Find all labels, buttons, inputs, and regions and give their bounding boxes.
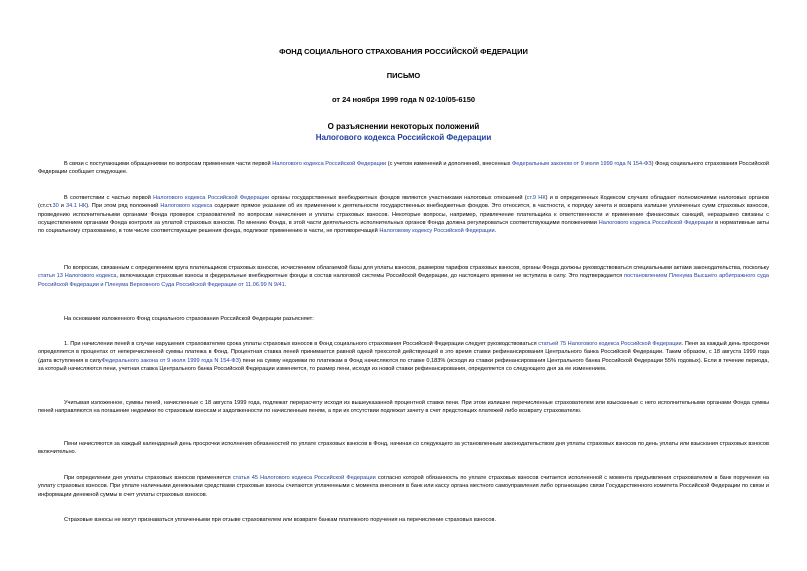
paragraph-text: (с учетом изменений и дополнений, внесенных bbox=[386, 161, 513, 167]
reference-link[interactable]: статья 45 Налогового кодекса Российской Федерации bbox=[232, 475, 376, 481]
paragraph-penalty-days bbox=[38, 440, 769, 457]
paragraph-withdrawal bbox=[38, 516, 769, 524]
paragraph-text: , включающая страховые взносы в федеральные внебюджетные фонды в состав налоговой системы Российской Федерации, до настоящего времени не вступила в силу. Это подтверждается bbox=[116, 273, 625, 280]
paragraph-text: ). При этом ряд положений bbox=[86, 203, 161, 210]
reference-link[interactable]: Налогового кодекса Российской Федерации bbox=[153, 195, 270, 201]
reference-link[interactable]: ст.9 НК bbox=[526, 195, 546, 201]
paragraph-text: в нормативные акты по социальному страхованию, в том числе соответствующие решения фонда, подлежат применению в части, не противоречащей bbox=[38, 219, 770, 235]
document-date-number: от 24 ноября 1999 года N 02-10/05-6150 bbox=[331, 95, 476, 104]
paragraph-text: ) Фонд социального страхования Российской Федерации сообщает следующее. bbox=[38, 161, 770, 176]
paragraph-text: Пени начисляются за каждый календарный день просрочки исполнения обязанностей по уплате страховых взносов в Фонд, начиная со следующего за установленным законодательством дня уплаты страховых взносов по день уплаты или взыскания страховых взносов включительно. bbox=[38, 441, 769, 456]
reference-link[interactable]: Налоговому кодексу Российской Федерации bbox=[379, 228, 495, 235]
paragraph-text: На основании изложенного Фонд социального страхования Российской Федерации разъясняет: bbox=[64, 316, 314, 322]
reference-link[interactable]: Федеральным законом от 9 июля 1999 года N 154-ФЗ bbox=[512, 161, 652, 167]
reference-link[interactable]: Налогового кодекса Российской Федерации bbox=[272, 161, 387, 167]
paragraph-text: . bbox=[494, 228, 497, 235]
paragraph-recalculation bbox=[38, 399, 769, 416]
reference-link[interactable]: 30 bbox=[52, 203, 59, 210]
subject-line-1: О разъяснении некоторых положений bbox=[327, 122, 480, 131]
paragraph-intro bbox=[38, 160, 769, 177]
paragraph-clarification-lead bbox=[38, 315, 769, 323]
paragraph-text: ) и в определенных Кодексом случаях обладают полномочиями налоговых органов (ст.ст. bbox=[38, 195, 769, 210]
document-type: ПИСЬМО bbox=[386, 71, 421, 80]
paragraph-text: По вопросам, связанным с определением круга плательщиков страховых взносов, исчислением облагаемой базы для уплаты взносов, размером тарифов страховых взносов, органы Фонда должны руководствоваться специальными актами законодательства, поскольку bbox=[64, 265, 769, 271]
paragraph-text: В связи с поступающими обращениями по вопросам применения части первой bbox=[64, 161, 273, 167]
paragraph-text: . bbox=[284, 281, 287, 288]
issuer-title: ФОНД СОЦИАЛЬНОГО СТРАХОВАНИЯ РОССИЙСКОЙ ФЕДЕРАЦИИ bbox=[279, 47, 528, 56]
paragraph-text: Учитывая изложенное, суммы пеней, начисленные с 18 августа 1999 года, подлежат перерасчету исходя из вышеуказанной процентной ставки пени. При этом излишне перечисленные страхователем или взысканные с него исполнительными органами Фонда суммы пеней направляются на погашение недоимки по страховым взносам и задолженности по начисленным пеням, а при их отсутствии подлежат зачету в счет предстоящих платежей либо возврату страхователю. bbox=[38, 400, 769, 415]
paragraph-text: 1. При начислении пеней в случае нарушения страхователем срока уплаты страховых взносов в Фонд социального страхования Российской Федерации следует руководствоваться bbox=[64, 341, 539, 347]
paragraph-payers bbox=[38, 264, 769, 289]
paragraph-payment-date bbox=[38, 474, 769, 499]
paragraph-text: При определении дня уплаты страховых взносов применяется bbox=[64, 475, 233, 481]
paragraph-text: содержит прямое указание об их применении к деятельности государственных внебюджетных фондов. Это относится, в частности, к порядку зачета и возврата излишне уплаченных сумм страховых взносов, проведению исполнительными органами Фонда проверок страхователей по вопросам начисления и уплаты страховых взносов. Некоторые вопросы, например, привлечение плательщика к ответственности и применение финансовых санкций, неразрывно связаны с осуществлением органами Фонда контроля за уплатой страховых взносов. По мнению Фонда, в этой части деятельность исполнительных органов Фонда должна регулироваться соответствующими положениями bbox=[38, 203, 770, 226]
paragraph-text: органы государственных внебюджетных фондов являются участниками налоговых отношений ( bbox=[269, 195, 527, 201]
paragraph-text: согласно которой обязанность по уплате страховых взносов считается исполненной с момента предъявления страхователем в банк поручения на уплату страховых взносов. При уплате наличными денежными средствами страховые взносы считаются уплаченными с момента внесения в банк или кассу органа местного самоуправления либо организацию связи Государственного комитета Российской Федерации по связи и информации денежной суммы в счет уплаты страховых взносов. bbox=[38, 475, 770, 498]
reference-link[interactable]: 34.1 НК bbox=[65, 203, 87, 210]
reference-link[interactable]: статья 13 Налогового кодекса bbox=[38, 273, 117, 280]
reference-link[interactable]: Федерального закона от 9 июля 1999 года N 154-ФЗ bbox=[101, 357, 239, 364]
paragraph-penalty-rate bbox=[38, 340, 769, 373]
paragraph-text: . Пеня за каждый день просрочки определяется в процентах от неперечисленной суммы платежа в Фонд. Процентная ставка пеней принимается равной одной трехсотой действующей в это время ставки рефинансирования Центрального банка Российской Федерации. Таким образом, с 18 августа 1999 года (дата вступления в силу bbox=[38, 341, 770, 364]
paragraph-text: В соответствии с частью первой bbox=[64, 195, 154, 201]
paragraph-text: ) пени на сумму недоимки по платежам в Фонд начисляются по ставке 0,183% (исходя из ставки рефинансирования Центрального банка Российской Федерации 55% годовых). Если в течение периода, за который начисляются пени, учетная ставка Центрального банка Российской Федерации изменяется, то размер пени, исходя из новой ставки рефинансирования, определяется со следующего дня за ее изменением. bbox=[38, 357, 769, 372]
reference-link[interactable]: Налогового кодекса Российской Федерации bbox=[598, 219, 714, 226]
paragraph-tax-code-scope bbox=[38, 194, 769, 235]
reference-link[interactable]: статьей 75 Налогового кодекса Российской Федерации bbox=[538, 341, 682, 347]
reference-link[interactable]: постановлением Пленума Высшего арбитражного суда Российской Федерации и Пленума Верховного Суда Российской Федерации от 11.06.99 N 9/41 bbox=[38, 273, 770, 288]
subject-line-2-link[interactable]: Налогового кодекса Российской Федерации bbox=[315, 133, 492, 142]
reference-link[interactable]: Налогового кодекса bbox=[160, 203, 213, 210]
paragraph-text: Страховые взносы не могут признаваться уплаченными при отзыве страхователем или возврате банкам платежного поручения на перечисление страховых взносов. bbox=[64, 517, 496, 523]
paragraph-text: и bbox=[58, 203, 66, 210]
